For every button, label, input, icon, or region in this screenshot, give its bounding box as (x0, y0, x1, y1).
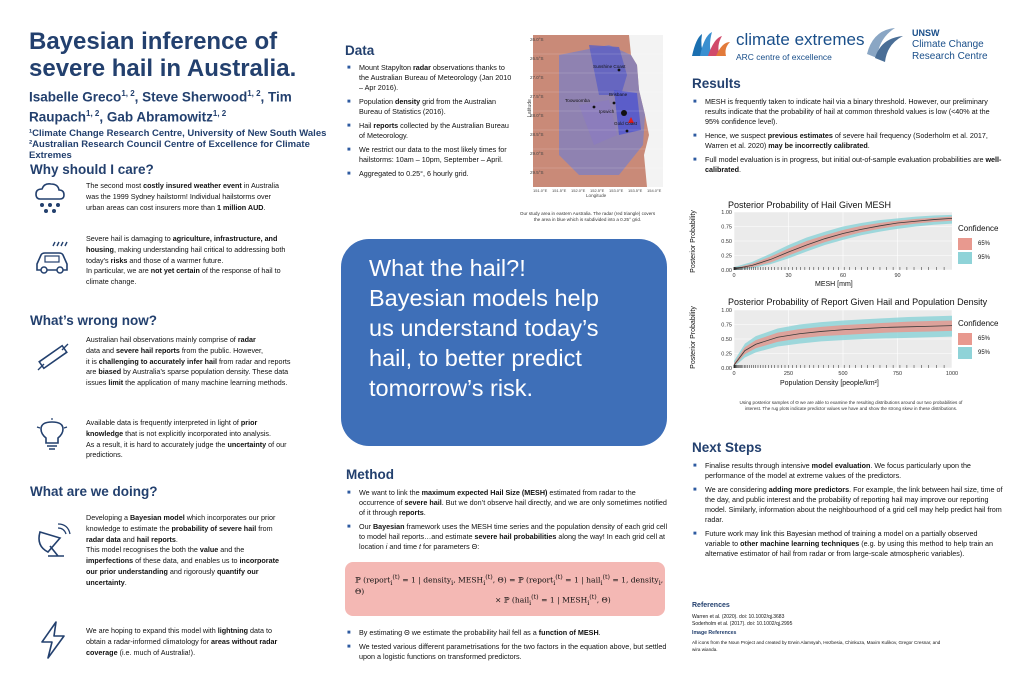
text: Finalise results through intensive (705, 461, 812, 470)
unsw-logo-text: UNSW (912, 28, 940, 38)
map-ytick: 27.0°S (530, 75, 544, 80)
text: (e.g. by using this method to help train an alternative estimator of hail from radar or from large-scale atmospheric variables). (705, 539, 994, 558)
affiliations (29, 128, 329, 161)
place-marker (618, 69, 621, 72)
text: knowledge to estimate the (86, 523, 172, 533)
method-bullet-estimate (347, 628, 669, 638)
text: Hence, we suspect (705, 131, 768, 140)
text: are (86, 367, 99, 377)
logo-bar (690, 24, 1010, 74)
results-bullets (693, 97, 1003, 179)
map-ytick: 28.5°S (530, 132, 544, 137)
chart-1-ylabel: Posterior Probability (689, 210, 697, 273)
data-bullets (347, 63, 512, 183)
text-bold: value (199, 545, 219, 555)
text-bold: uncertainty (86, 577, 125, 587)
text: estimated from radar to the occurrence of (359, 488, 636, 507)
chart-2-legend-label: 95% (978, 350, 991, 356)
text: By estimating Θ we estimate the probability hail fell as a (359, 628, 539, 637)
chart-1-legend-swatch-65 (958, 238, 972, 250)
method-bullets-1 (347, 488, 669, 556)
text-bold: imperfections (86, 556, 134, 566)
map-ytick: 29.5°S (530, 170, 544, 175)
equation-line-2: × ℙ (hail$_i^{(t)}$ = 1 | $MESH_i^{(t)}$, Θ) (495, 594, 611, 608)
text: (i.e. much of Australia!). (117, 647, 196, 657)
text: framework uses the MESH time series and the population density of each grid cell to model hail reports…and estimate (359, 522, 668, 541)
image-references-heading: Image References (692, 630, 737, 636)
text-bold: Bayesian (372, 522, 405, 531)
map-ytick: 26.5°S (530, 56, 544, 61)
text-bold: challenging to accurately infer hail (98, 356, 218, 366)
text: . (738, 165, 741, 174)
chart-2-legend-title: Confidence (958, 319, 999, 328)
model-equation (345, 562, 665, 616)
method-bullet-mesh (347, 488, 669, 518)
text-bold: prior (240, 418, 258, 427)
map-xlabel: Longitude (586, 193, 607, 198)
text-bold: maximum expected Hail Size (MESH) (421, 488, 548, 497)
arc-logo-text: ARC centre of excellence (736, 52, 832, 62)
text: As a result, it is hard to accurately judge the (86, 439, 228, 449)
text-bold: may be incorrectly calibrated (768, 141, 868, 150)
wrong-paragraph-1 (86, 335, 328, 389)
map-place-label: Brisbane (609, 92, 628, 97)
text: observations thanks to the Australian Bureau of Meteorology (Jan 2010 – Apr 2016). (359, 63, 512, 92)
text-bold: previous estimates (767, 131, 833, 140)
y-tick-label: 0.50 (721, 239, 732, 245)
text-bold: radar (237, 335, 256, 344)
text: Severe hail is damaging to (86, 234, 173, 243)
map-ytick: 26.0°S (530, 37, 544, 42)
data-bullet-population (347, 97, 512, 117)
text-bold: severe hail (404, 498, 442, 507)
poster-header (29, 28, 329, 161)
text-bold: our prior understanding (86, 566, 168, 576)
map-xtick: 152.0°E (571, 188, 586, 193)
affiliation-3: Extremes (29, 150, 72, 161)
chart-hail-given-mesh (690, 198, 1010, 293)
text-bold: reports (398, 508, 424, 517)
text: We tested various different parametrisations for the two factors in the equation above, but settled upon a logistic functions on transformed predictors. (359, 642, 667, 661)
method-bullets-2 (347, 628, 669, 666)
equation-line-1: ℙ (report$_i^{(t)}$ = 1 | density$_i$, $MESH_i^{(t)}$, Θ) = ℙ (report$_i^{(t)}$ = 1 | hail$_i^{(t)}$ = 1, density$_i$, Θ) (355, 574, 664, 597)
chart-1-legend-title: Confidence (958, 224, 999, 233)
chart-1-title: Posterior Probability of Hail Given MESH (728, 200, 892, 210)
text: today’s (86, 255, 111, 265)
next-bullet-ml (693, 529, 1003, 559)
author-affil-sup: 1, 2 (121, 89, 135, 98)
text: Full model evaluation is in progress, but initial out-of-sample evaluation probabilities are (705, 155, 986, 164)
x-tick-label: 30 (785, 273, 792, 279)
study-area-map (519, 35, 669, 198)
data-bullet-grid (347, 169, 512, 179)
text-bold: 1 million AUD (217, 202, 264, 212)
method-bullet-framework (347, 522, 669, 552)
chart-2-ylabel: Posterior Probability (689, 306, 697, 369)
text-bold: other machine learning techniques (740, 539, 860, 548)
text: and time (387, 542, 419, 551)
chart-2-xlabel: Population Density [people/km²] (780, 380, 879, 387)
text-bold: lightning (217, 626, 249, 635)
chart-1-legend-label: 95% (978, 255, 991, 261)
text: and those of a warmer future. (127, 255, 224, 265)
text: and the (218, 545, 245, 555)
why-heading: Why should I care? (30, 162, 154, 177)
text: Mount Stapylton (359, 63, 413, 72)
results-bullet-calibration (693, 131, 1003, 151)
ccrc-logo-text: Research Centre (912, 51, 988, 62)
text: and (100, 345, 116, 355)
text: climate change. (86, 277, 137, 287)
callout-line: us understand today’s (369, 315, 599, 341)
callout-line: hail, to better predict (369, 345, 582, 371)
x-tick-label: 1000 (945, 371, 959, 377)
text: along the way! In each grid cell at location (359, 532, 666, 551)
text: that is not explicitly incorporated into analysis. (123, 428, 271, 438)
doing-paragraph-2 (86, 626, 328, 658)
text: Using posterior samples of Θ we are able to examine the resulting distributions around our two probabilities of (739, 400, 963, 405)
lightbulb-icon (36, 418, 68, 452)
author-affil-sup: 1, 2 (247, 89, 261, 98)
text-bold: hail reports (136, 534, 176, 544)
text: from radar and reports (217, 356, 291, 366)
y-tick-label: 0.75 (721, 224, 732, 231)
next-heading: Next Steps (692, 440, 762, 455)
method-heading: Method (346, 467, 394, 482)
map-ytick: 27.5°S (530, 94, 544, 99)
text: . For example, the link between hail size, time of the day, and public interest and the probability of reporting hail may improve our reporting model. Similarly, information about the neighbourhood of a grid cell may help predict hail from radar. (705, 485, 1003, 524)
map-ytick: 28.0°S (530, 113, 544, 118)
text: . (423, 508, 426, 517)
text: from (256, 523, 273, 533)
text: We want to link the (359, 488, 422, 497)
method-bullet-parametrisations (347, 642, 669, 662)
text-bold: well-calibrated (705, 155, 1002, 174)
references (692, 602, 1004, 653)
text: and rigorously (167, 566, 217, 576)
text: collected by the Australian Bureau of Meteorology. (359, 121, 509, 140)
text: interest. The rug plots indicate predictor values we have and show the strong skew in these distributions. (744, 406, 958, 411)
text: Developing a (86, 513, 130, 522)
text: it is (86, 356, 99, 366)
text: of these data, and enables us to (133, 556, 240, 566)
y-tick-label: 0.00 (721, 366, 732, 372)
author-sherwood: , Steve Sherwood (134, 89, 248, 105)
image-reference-item: wira wianda. (692, 646, 718, 652)
chart-2-legend-swatch-95 (958, 347, 972, 359)
x-tick-label: 500 (838, 371, 848, 377)
y-tick-label: 0.75 (721, 322, 732, 329)
text-bold: reports (373, 121, 399, 130)
callout-line: What the hail?! (369, 255, 526, 281)
data-heading: Data (345, 43, 375, 58)
title-line-1: Bayesian inference of (29, 28, 278, 55)
map-place-label: Ipswich (599, 109, 615, 114)
text: , making understanding hail critical to addressing both (113, 244, 286, 254)
x-tick-label: 60 (839, 273, 847, 279)
text: Hail (359, 121, 374, 130)
text: . (867, 141, 870, 150)
chart-2-legend-swatch-65 (958, 333, 972, 345)
results-heading: Results (692, 76, 741, 91)
y-tick-label: 0.25 (721, 351, 732, 358)
text: The second most (86, 181, 144, 190)
text: In particular, we are (86, 266, 151, 276)
unsw-ccrc-logo-icon (865, 24, 905, 64)
text-bold: density (394, 97, 421, 106)
chart-1-legend-swatch-95 (958, 252, 972, 264)
map-xtick: 153.5°E (628, 188, 643, 193)
text: . (598, 628, 601, 637)
map-place-label: Sunshine Coast (593, 64, 626, 69)
text: We are hoping to expand this model with (86, 626, 218, 635)
text: the area in blue which is subdivided into a 0.25° grid. (533, 217, 642, 222)
text-bold: quantify our (217, 566, 259, 576)
text-bold: incorporate (239, 556, 279, 566)
text-bold: severe hail probabilities (474, 532, 557, 541)
y-tick-label: 1.00 (721, 308, 732, 314)
map-ylabel: Latitude (526, 99, 533, 117)
map-xtick: 151.0°E (533, 188, 548, 193)
wrong-heading: What’s wrong now? (30, 313, 157, 328)
chart-1-legend-label: 65% (978, 241, 991, 247)
author-affil-sup: 1, 2 (86, 108, 100, 118)
map-place-label: Gold Coast (614, 121, 637, 126)
image-reference-item: All icons from the Noun Project and created by Erwin Alamsyah, Hezbesia, Chinkuza, Maxim Kulikov, Gregor Cresnar, and (692, 640, 941, 645)
place-marker (621, 110, 627, 116)
text: We are considering (705, 485, 769, 494)
results-bullet-evaluation (693, 155, 1003, 175)
chart-2-legend-label: 65% (978, 336, 991, 342)
callout-line: tomorrow’s risk. (369, 375, 534, 401)
chart-1-xlabel: MESH [mm] (815, 281, 853, 288)
doing-heading: What are we doing? (30, 484, 158, 499)
authors (29, 86, 329, 125)
text: in Australia (241, 181, 279, 190)
affiliation-1: ¹Climate Change Research Centre, University of New South Wales (29, 128, 327, 139)
x-tick-label: 0 (732, 371, 736, 377)
climate-extremes-logo-text: climate extremes (736, 30, 865, 49)
text-italic: i (385, 542, 388, 551)
text: urban areas can cost insurers more than (86, 202, 218, 212)
text: This model recognises the both the (86, 545, 200, 555)
text-bold: biased (98, 367, 122, 377)
callout-line: Bayesian models help (369, 285, 599, 311)
text: obtain a radar-informed climatology for (86, 636, 212, 646)
text-bold: radar data (86, 534, 121, 544)
results-caption (692, 400, 1010, 412)
author-greco: Isabelle Greco (29, 89, 122, 105)
text: Available data is frequently interpreted in light of (86, 418, 241, 427)
text: Australian hail observations mainly comprise of (86, 335, 238, 344)
text: for parameters Θ: (420, 542, 480, 551)
text-bold: limit (108, 378, 124, 388)
author-abramowitz: , Gab Abramowitz (99, 109, 213, 124)
text: . (263, 202, 266, 212)
data-bullet-times (347, 145, 512, 165)
results-bullet-threshold (693, 97, 1003, 127)
y-tick-label: 0.00 (721, 268, 732, 274)
text: data to (248, 626, 273, 635)
text: Future work may link this Bayesian method of training a model on a partially observed variable to (705, 529, 978, 548)
poster-title (29, 28, 329, 82)
data-bullet-radar (347, 63, 512, 93)
text: grid from the Australian Bureau of Statistics (2016). (359, 97, 497, 116)
affiliation-2: ²Australian Research Council Centre of Excellence for Climate (29, 139, 310, 150)
text-bold: not yet certain (150, 266, 200, 276)
map-caption (500, 211, 675, 223)
references-heading: References (692, 602, 730, 609)
text-bold: risks (110, 255, 128, 265)
text-bold: function of MESH (538, 628, 599, 637)
place-marker (613, 102, 616, 105)
why-paragraph-2 (86, 234, 326, 288)
text-bold: agriculture, infrastructure, and (172, 234, 278, 243)
x-tick-label: 0 (732, 273, 736, 279)
text: from the public. However, (179, 345, 264, 355)
ccrc-logo-text: Climate Change (912, 39, 984, 50)
reference-item: Warren et al. (2020). doi: 10.1002/qj.3683 (692, 614, 785, 620)
x-tick-label: 90 (894, 273, 901, 279)
text: Our (359, 522, 373, 531)
text: MESH is frequently taken to indicate hail via a binary threshold. However, our preliminary results indicate that the probability of hail at common threshold values is low (<40% at the 95% confidence level). (705, 97, 990, 126)
title-line-2: severe hail in Australia. (29, 55, 297, 82)
text: predictions. (86, 450, 123, 460)
text: . (124, 577, 127, 587)
doing-paragraph-1 (86, 513, 328, 589)
hail-cloud-icon (34, 181, 66, 217)
author-tim: , Tim (260, 89, 292, 105)
lightning-icon (38, 620, 68, 660)
text: We restrict our data to the most likely times for hailstorms: 10am – 10pm, September – April. (359, 145, 507, 164)
text: data (86, 345, 100, 355)
place-marker (593, 106, 596, 109)
text-bold: model evaluation (811, 461, 871, 470)
map-place-label: Toowoomba (565, 98, 590, 103)
text-bold: coverage (86, 647, 118, 657)
text: was the 1999 Sydney hailstorm! Individual hailstorms over (86, 191, 271, 201)
text: issues (86, 378, 109, 388)
text-bold: housing (86, 244, 114, 254)
text-bold: costly insured weather event (143, 181, 242, 190)
author-affil-sup: 1, 2 (212, 108, 227, 118)
text: of the response of hail to (199, 266, 281, 276)
why-paragraph-1 (86, 181, 326, 213)
next-bullet-predictors (693, 485, 1003, 525)
text-bold: areas without radar (211, 636, 278, 646)
text-bold: knowledge (86, 428, 124, 438)
text: the application of many machine learning methods. (123, 378, 288, 388)
reference-item: Soderholm et al. (2017). doi: 10.1002/qj.2995 (692, 621, 793, 627)
y-tick-label: 0.50 (721, 337, 732, 343)
map-xtick: 151.5°E (552, 188, 567, 193)
y-tick-label: 0.25 (721, 253, 732, 260)
map-xtick: 152.5°E (590, 188, 605, 193)
map-xtick: 153.0°E (609, 188, 624, 193)
wrong-paragraph-2 (86, 418, 328, 461)
x-tick-label: 250 (783, 371, 794, 377)
car-hail-icon (33, 238, 73, 278)
text: Aggregated to 0.25°, 6 hourly grid. (359, 169, 469, 178)
key-message-callout (341, 239, 667, 446)
text-bold: Bayesian model (129, 513, 185, 522)
chart-report-given-density (690, 296, 1020, 393)
place-marker (626, 130, 629, 133)
text: . We focus particularly upon the performance of the model at extreme values of the predictors. (705, 461, 971, 480)
ruler-icon (36, 342, 70, 372)
map-xtick: 154.0°E (647, 188, 662, 193)
text: by Australia’s sparse population density. These data (121, 367, 289, 377)
text-bold: uncertainty (227, 439, 267, 449)
text: of severe hail frequency (Soderholm et al. 2017, Warren et al. 2020) (705, 131, 988, 150)
text: Our study area in eastern Australia. The radar (red triangle) covers (519, 211, 656, 216)
radar-dish-icon (34, 522, 72, 560)
next-bullets (693, 461, 1003, 563)
text: Population (359, 97, 395, 106)
chart-2-title: Posterior Probability of Report Given Hail and Population Density (728, 297, 988, 307)
x-tick-label: 750 (892, 371, 903, 377)
next-bullet-evaluation (693, 461, 1003, 481)
text-bold: radar (412, 63, 431, 72)
author-raupach: Raupach (29, 109, 87, 124)
text-bold: adding more predictors (768, 485, 850, 494)
text-bold: severe hail reports (116, 345, 180, 355)
text: . (175, 534, 178, 544)
text-bold: probability of severe hail (171, 523, 257, 533)
climate-extremes-logo-icon (690, 30, 730, 58)
text: . But we don’t observe hail directly, and we are only sometimes notified of it through (359, 498, 667, 517)
text: of our (266, 439, 287, 449)
y-tick-label: 1.00 (721, 210, 732, 216)
text: which incorporates our prior (184, 513, 276, 522)
text: and (120, 534, 137, 544)
map-ytick: 29.0°S (530, 151, 544, 156)
data-bullet-reports (347, 121, 512, 141)
text-italic: t (418, 542, 421, 551)
